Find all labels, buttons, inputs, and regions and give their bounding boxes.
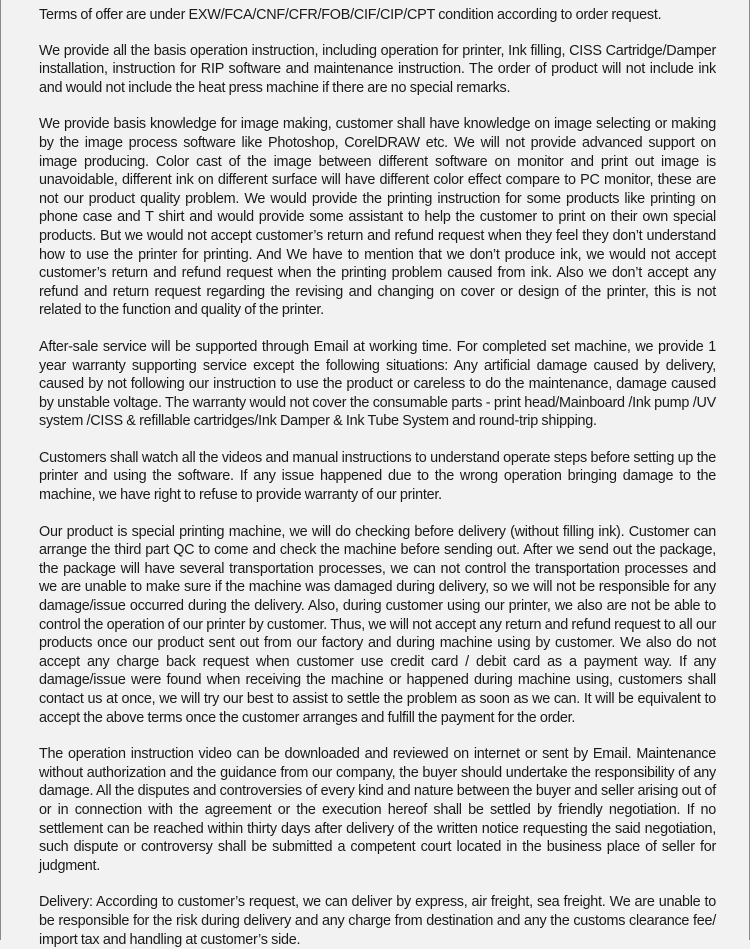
paragraph-after-sale-warranty: After-sale service will be supported through Email at working time. For completed set machine, we provide 1 year warranty supporting service except the following situations: Any artificial damage caused by delivery, caused by not following our instruction to use the product or careless to do the maintenance, damage caused by unstable voltage. The warranty would not cover the consumable parts - print head/Mainboard /Ink pump /UV system /CISS & refillable cartridges/Ink Damper & Ink Tube System and round-trip shipping. (39, 338, 716, 430)
paragraph-delivery-checking-refund: Our product is special printing machine, we will do checking before delivery (without filling ink). Customer can arrange the third part QC to come and check the machine before sending out. After we send out the package, the package will have several transportation processes, we can not control the transportation processes and we are unable to make sure if the machine was damaged during delivery, so we will not be responsible for any damage/issue occurred during the delivery. Also, during customer using our printer, we also are not be able to control the operation of our printer by customer. Thus, we will not accept any return and refund request to all our products once our product sent out from our factory and during machine using by customer. We also do not accept any charge back request when customer use credit card / debit card as a payment way. If any damage/issue were found when receiving the machine or happened during machine using, customers shall contact us at once, we will try our best to assist to settle the problem as soon as we can. It will be equivalent to accept the above terms once the customer arranges and fulfill the payment for the order. (39, 523, 716, 726)
paragraph-operation-instruction: We provide all the basis operation instruction, including operation for printer, Ink filling, CISS Cartridge/Damper installation, instruction for RIP software and maintenance instruction. The order of product will not include ink and would not include the heat press machine if there are no special remarks. (39, 42, 716, 96)
paragraph-delivery: Delivery: According to customer’s request, we can deliver by express, air freight, sea freight. We are unable to be responsible for the risk during delivery and any charge from destination and any the customs clearance fee/ import tax and handling at customer’s side. (39, 894, 716, 948)
paragraph-customer-instructions: Customers shall watch all the videos and manual instructions to understand operate steps before setting up the printer and using the software. If any issue happened due to the wrong operation bringing damage to the machine, we have right to refuse to provide warranty of our printer. (39, 449, 716, 504)
paragraph-trade-terms: Terms of offer are under EXW/FCA/CNF/CFR/FOB/CIF/CIP/CPT condition according to order request. (39, 7, 662, 23)
paragraph-disputes: The operation instruction video can be downloaded and reviewed on internet or sent by Email. Maintenance without authorization and the guidance from our company, the buyer should undertake the responsibility of any damage. All the disputes and controversies of every kind and nature between the buyer and seller arising out of or in connection with the agreement or the execution hereof shall be settled by friendly negotiation. If no settlement can be reached within thirty days after delivery of the written notice requesting the said negotiation, such dispute or controversy shall be submitted a competent court located in the business place of seller for judgment. (39, 746, 716, 874)
paragraph-image-knowledge: We provide basis knowledge for image making, customer shall have knowledge on image selecting or making by the image process software like Photoshop, CorelDRAW etc. We will not provide advanced support on image producing. Color cast of the image between different software on monitor and print out image is unavoidable, different ink on different surface will have different color effect compare to PC monitor, these are not our product quality problem. We would provide the printing instruction for some products like printing on phone case and T shirt and would provide some assistant to help the customer to print on their own special products. But we would not accept customer’s return and refund request when they feel they don’t understand how to use the printer for printing. And We have to mention that we don’t produce ink, we would not accept customer’s return and refund request when the printing problem caused from ink. Also we don’t accept any refund and return request regarding the revising and changing on cover or design of the printer, this is not related to the function and quality of the printer. (39, 116, 716, 319)
